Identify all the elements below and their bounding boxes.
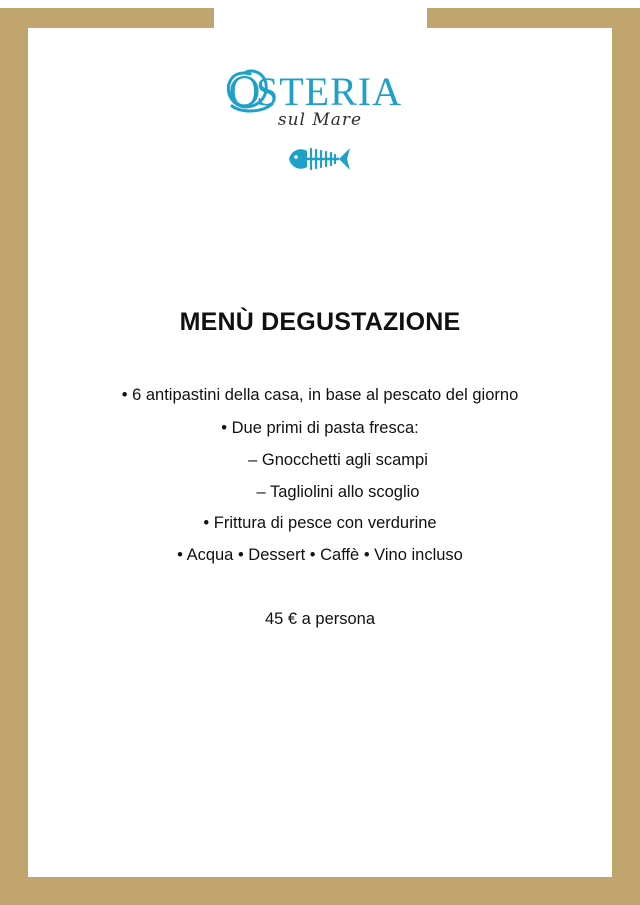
logo-subtitle: sul Mare: [277, 110, 363, 130]
menu-title: MENÙ DEGUSTAZIONE: [179, 308, 461, 336]
menu-item: • Acqua • Dessert • Caffè • Vino incluso: [177, 546, 463, 564]
logo-wordmark: [220, 60, 420, 116]
frame-right: [612, 8, 640, 905]
menu-item: • Due primi di pasta fresca:: [221, 419, 419, 437]
menu-item: • Frittura di pesce con verdurine: [203, 514, 437, 532]
menu-item: • 6 antipastini della casa, in base al pescato del giorno: [121, 386, 519, 404]
fish-skeleton-icon: [287, 142, 353, 176]
menu-price: 45 € a persona: [264, 610, 376, 628]
logo: [220, 52, 420, 182]
frame-left: [0, 8, 28, 905]
frame-top-right: [427, 8, 640, 28]
logo-initial: O: [228, 70, 261, 116]
menu-subitem: – Gnocchetti agli scampi: [248, 451, 428, 469]
logo-name: STERIA: [256, 69, 402, 114]
frame-top-left: [0, 8, 214, 28]
menu-subitem: – Tagliolini allo scoglio: [256, 483, 420, 501]
frame-bottom: [0, 877, 640, 905]
